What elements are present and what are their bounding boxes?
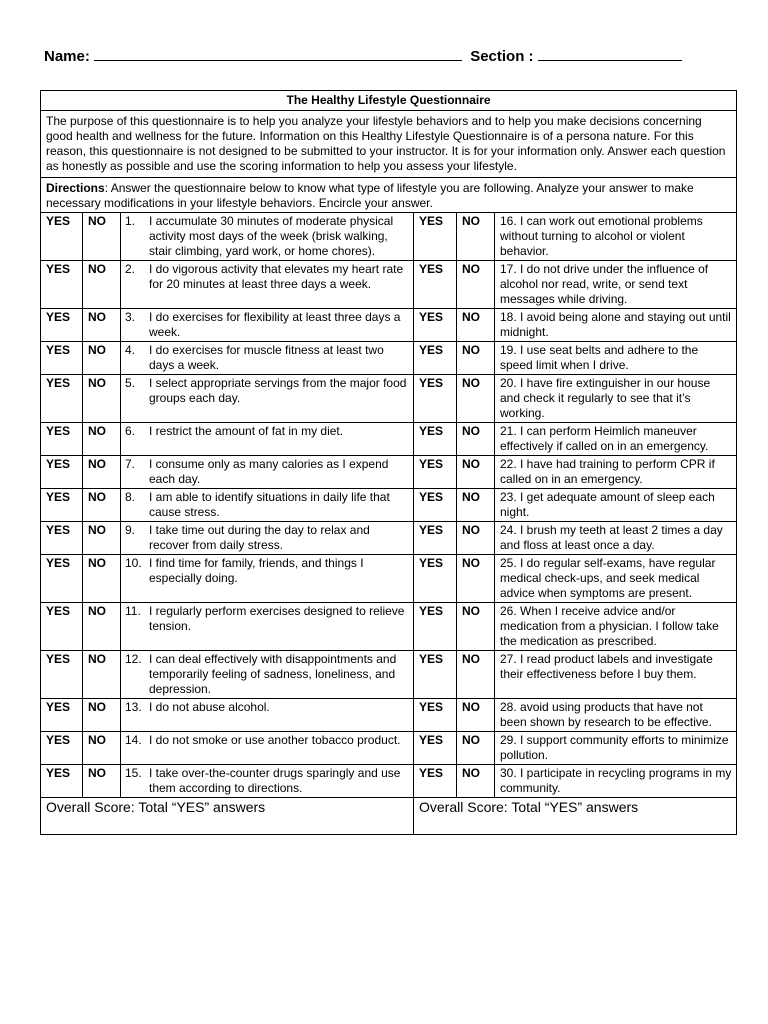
no-option[interactable]: NO — [83, 456, 121, 489]
yes-option[interactable]: YES — [414, 261, 457, 309]
no-option[interactable]: NO — [83, 522, 121, 555]
no-option[interactable]: NO — [457, 423, 495, 456]
question-right: 29. I support community efforts to minimize pollution. — [495, 732, 737, 765]
purpose-paragraph: The purpose of this questionnaire is to help you analyze your lifestyle behaviors and to help you make decisions concerning good health and wellness for the future. Information on this Healthy Lifestyle Questionnaire is of a persona nature. For this reason, this questionnaire is not designed to be submitted to your instructor. It is for your information only. Answer each question as honestly as possible and use the scoring information to help you assess your lifestyle. — [41, 111, 737, 178]
question-row — [41, 555, 737, 603]
question-text: I select appropriate servings from the major food groups each day. — [149, 376, 407, 405]
question-row — [41, 213, 737, 261]
no-option[interactable]: NO — [457, 603, 495, 651]
questionnaire-title: The Healthy Lifestyle Questionnaire — [41, 91, 737, 111]
no-option[interactable]: NO — [83, 423, 121, 456]
question-number: 13. — [125, 700, 142, 714]
question-right: 25. I do regular self-exams, have regular medical check-ups, and seek medical advice when symptoms are present. — [495, 555, 737, 603]
yes-option[interactable]: YES — [41, 489, 83, 522]
overall-score-left: Overall Score: Total “YES” answers — [41, 798, 414, 835]
no-option[interactable]: NO — [457, 522, 495, 555]
question-left — [121, 699, 414, 732]
score-row — [41, 798, 737, 835]
question-right: 30. I participate in recycling programs in my community. — [495, 765, 737, 798]
question-right: 17. I do not drive under the influence of alcohol nor read, write, or send text messages while driving. — [495, 261, 737, 309]
yes-option[interactable]: YES — [414, 522, 457, 555]
yes-option[interactable]: YES — [414, 651, 457, 699]
question-row — [41, 423, 737, 456]
overall-score-right: Overall Score: Total “YES” answers — [414, 798, 737, 835]
section-label: Section : — [470, 48, 534, 65]
yes-option[interactable]: YES — [41, 522, 83, 555]
name-field[interactable] — [94, 46, 462, 61]
question-left — [121, 555, 414, 603]
name-label: Name: — [44, 48, 90, 65]
yes-option[interactable]: YES — [41, 732, 83, 765]
question-right: 26. When I receive advice and/or medication from a physician. I follow take the medication as prescribed. — [495, 603, 737, 651]
question-right: 27. I read product labels and investigate their effectiveness before I buy them. — [495, 651, 737, 699]
question-text: I consume only as many calories as I expend each day. — [149, 457, 389, 486]
yes-option[interactable]: YES — [41, 765, 83, 798]
header-line — [44, 46, 734, 72]
question-number: 9. — [125, 523, 136, 537]
no-option[interactable]: NO — [83, 732, 121, 765]
yes-option[interactable]: YES — [414, 603, 457, 651]
question-left — [121, 342, 414, 375]
no-option[interactable]: NO — [457, 375, 495, 423]
yes-option[interactable]: YES — [414, 342, 457, 375]
no-option[interactable]: NO — [457, 213, 495, 261]
question-number: 5. — [125, 376, 136, 390]
question-number: 2. — [125, 262, 136, 276]
question-left — [121, 375, 414, 423]
question-right: 19. I use seat belts and adhere to the speed limit when I drive. — [495, 342, 737, 375]
question-row — [41, 489, 737, 522]
question-left — [121, 309, 414, 342]
yes-option[interactable]: YES — [414, 699, 457, 732]
question-number: 7. — [125, 457, 136, 471]
directions-text: : Answer the questionnaire below to know what type of lifestyle you are following. Analyze your answer to make necessary modifications in your lifestyle behaviors. Encircle your answer. — [46, 181, 694, 210]
no-option[interactable]: NO — [83, 489, 121, 522]
no-option[interactable]: NO — [83, 375, 121, 423]
no-option[interactable]: NO — [457, 456, 495, 489]
question-right: 16. I can work out emotional problems without turning to alcohol or violent behavior. — [495, 213, 737, 261]
question-text: I do not smoke or use another tobacco product. — [149, 733, 401, 747]
no-option[interactable]: NO — [83, 342, 121, 375]
question-row — [41, 651, 737, 699]
question-row — [41, 342, 737, 375]
question-right: 28. avoid using products that have not been shown by research to be effective. — [495, 699, 737, 732]
yes-option[interactable]: YES — [414, 213, 457, 261]
yes-option[interactable]: YES — [41, 375, 83, 423]
yes-option[interactable]: YES — [41, 309, 83, 342]
question-row — [41, 732, 737, 765]
no-option[interactable]: NO — [457, 555, 495, 603]
question-left — [121, 261, 414, 309]
no-option[interactable]: NO — [83, 765, 121, 798]
question-number: 11. — [125, 604, 141, 618]
question-text: I do not abuse alcohol. — [149, 700, 270, 714]
yes-option[interactable]: YES — [41, 603, 83, 651]
yes-option[interactable]: YES — [414, 309, 457, 342]
yes-option[interactable]: YES — [41, 555, 83, 603]
yes-option[interactable]: YES — [414, 423, 457, 456]
yes-option[interactable]: YES — [41, 699, 83, 732]
question-right: 18. I avoid being alone and staying out until midnight. — [495, 309, 737, 342]
yes-option[interactable]: YES — [41, 261, 83, 309]
yes-option[interactable]: YES — [414, 555, 457, 603]
no-option[interactable]: NO — [83, 261, 121, 309]
question-row — [41, 603, 737, 651]
question-right: 21. I can perform Heimlich maneuver effectively if called on in an emergency. — [495, 423, 737, 456]
question-text: I restrict the amount of fat in my diet. — [149, 424, 344, 438]
yes-option[interactable]: YES — [41, 651, 83, 699]
question-left — [121, 651, 414, 699]
yes-option[interactable]: YES — [414, 375, 457, 423]
yes-option[interactable]: YES — [414, 732, 457, 765]
directions-label: Directions — [46, 181, 105, 195]
questionnaire-table — [40, 90, 737, 835]
no-option[interactable]: NO — [457, 732, 495, 765]
no-option[interactable]: NO — [457, 651, 495, 699]
question-right: 24. I brush my teeth at least 2 times a day and floss at least once a day. — [495, 522, 737, 555]
question-number: 4. — [125, 343, 136, 357]
yes-option[interactable]: YES — [41, 342, 83, 375]
question-text: I regularly perform exercises designed to relieve tension. — [149, 604, 405, 633]
question-text: I do vigorous activity that elevates my heart rate for 20 minutes at least three days a week. — [149, 262, 404, 291]
no-option[interactable]: NO — [83, 699, 121, 732]
yes-option[interactable]: YES — [41, 423, 83, 456]
question-text: I can deal effectively with disappointments and temporarily feeling of sadness, loneliness, and depression. — [149, 652, 397, 696]
question-text: I take over-the-counter drugs sparingly and use them according to directions. — [149, 766, 401, 795]
question-row — [41, 765, 737, 798]
directions-paragraph — [41, 178, 737, 213]
question-row — [41, 309, 737, 342]
question-text: I am able to identify situations in daily life that cause stress. — [149, 490, 390, 519]
question-right: 22. I have had training to perform CPR if called on in an emergency. — [495, 456, 737, 489]
question-number: 8. — [125, 490, 136, 504]
no-option[interactable]: NO — [83, 651, 121, 699]
question-text: I do exercises for muscle fitness at least two days a week. — [149, 343, 384, 372]
question-text: I do exercises for flexibility at least three days a week. — [149, 310, 401, 339]
no-option[interactable]: NO — [457, 765, 495, 798]
section-field[interactable] — [538, 46, 682, 61]
no-option[interactable]: NO — [457, 489, 495, 522]
no-option[interactable]: NO — [83, 555, 121, 603]
question-row — [41, 261, 737, 309]
question-right: 20. I have fire extinguisher in our house and check it regularly to see that it’s working. — [495, 375, 737, 423]
question-left — [121, 522, 414, 555]
yes-option[interactable]: YES — [41, 213, 83, 261]
question-number: 3. — [125, 310, 136, 324]
question-row — [41, 375, 737, 423]
question-row — [41, 456, 737, 489]
question-row — [41, 522, 737, 555]
question-left — [121, 732, 414, 765]
no-option[interactable]: NO — [83, 309, 121, 342]
question-number: 14. — [125, 733, 142, 747]
question-right: 23. I get adequate amount of sleep each night. — [495, 489, 737, 522]
yes-option[interactable]: YES — [414, 456, 457, 489]
yes-option[interactable]: YES — [41, 456, 83, 489]
question-number: 1. — [125, 214, 136, 228]
no-option[interactable]: NO — [83, 603, 121, 651]
no-option[interactable]: NO — [457, 342, 495, 375]
question-text: I accumulate 30 minutes of moderate physical activity most days of the week (brisk walking, stair climbing, yard work, or home chores). — [149, 214, 394, 258]
question-number: 6. — [125, 424, 136, 438]
question-number: 10. — [125, 556, 142, 570]
question-left — [121, 765, 414, 798]
question-number: 12. — [125, 652, 142, 666]
question-number: 15. — [125, 766, 142, 780]
question-text: I take time out during the day to relax and recover from daily stress. — [149, 523, 370, 552]
question-left — [121, 603, 414, 651]
no-option[interactable]: NO — [457, 261, 495, 309]
question-row — [41, 699, 737, 732]
no-option[interactable]: NO — [83, 213, 121, 261]
yes-option[interactable]: YES — [414, 489, 457, 522]
question-text: I find time for family, friends, and things I especially doing. — [149, 556, 364, 585]
no-option[interactable]: NO — [457, 699, 495, 732]
question-left — [121, 456, 414, 489]
no-option[interactable]: NO — [457, 309, 495, 342]
question-left — [121, 423, 414, 456]
question-left — [121, 489, 414, 522]
yes-option[interactable]: YES — [414, 765, 457, 798]
question-left — [121, 213, 414, 261]
